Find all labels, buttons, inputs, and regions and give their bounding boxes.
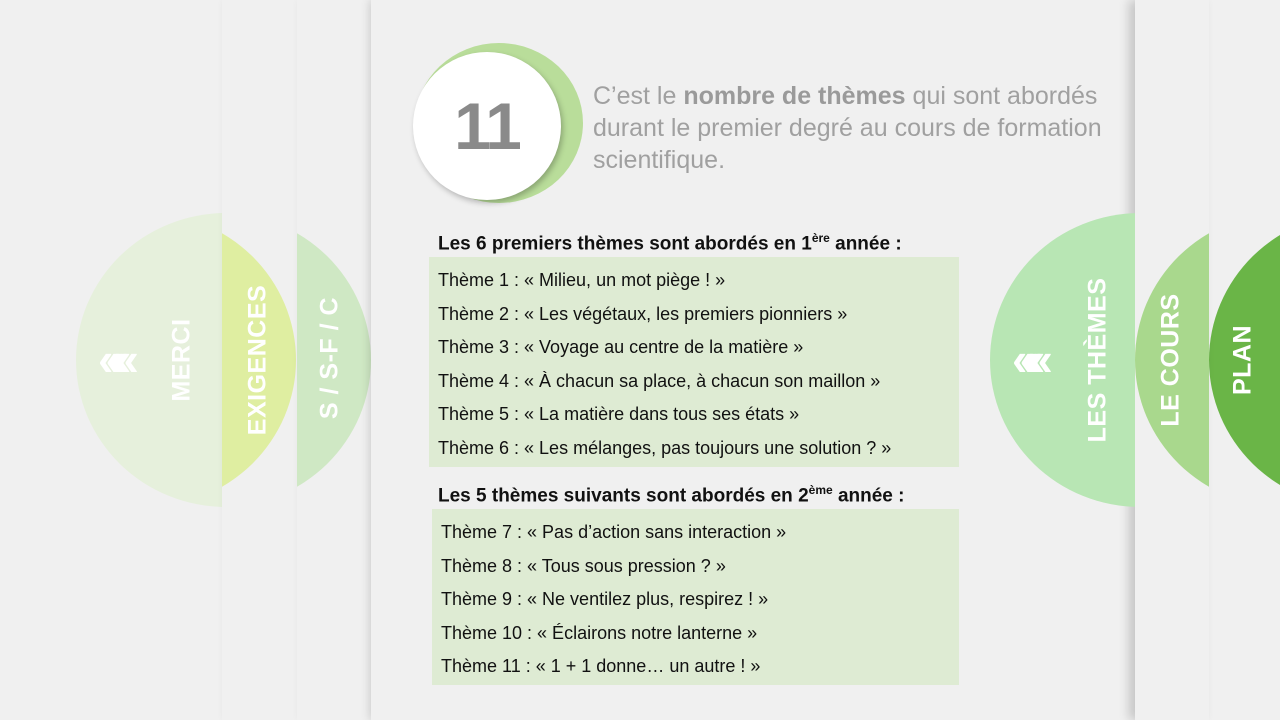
theme-row: Thème 3 : « Voyage au centre de la matière »: [438, 337, 804, 357]
theme-row: Thème 8 : « Tous sous pression ? »: [441, 556, 726, 576]
chevron-left-icon[interactable]: «««: [1012, 333, 1035, 385]
intro-bold: nombre de thèmes: [683, 82, 906, 110]
theme-row: Thème 5 : « La matière dans tous ses états »: [438, 404, 800, 424]
tab-exigences[interactable]: EXIGENCES: [243, 284, 272, 436]
right-panel-themes: [990, 0, 1135, 720]
tab-cours[interactable]: LE COURS: [1156, 293, 1185, 427]
theme-count: 11: [454, 89, 520, 163]
left-panel-merci: [0, 0, 222, 720]
theme-row: Thème 7 : « Pas d’action sans interaction »: [441, 522, 787, 542]
theme-row: Thème 2 : « Les végétaux, les premiers pionniers »: [438, 304, 848, 324]
theme-row: Thème 11 : « 1 + 1 donne… un autre ! »: [441, 656, 761, 676]
tab-les-themes[interactable]: LES THÈMES: [1083, 277, 1112, 443]
tab-merci[interactable]: MERCI: [167, 318, 196, 402]
theme-row: Thème 1 : « Milieu, un mot piège ! »: [438, 270, 726, 290]
tab-ssfc[interactable]: S / S-F / C: [315, 296, 344, 420]
theme-row: Thème 9 : « Ne ventilez plus, respirez ! »: [441, 589, 769, 609]
right-panel-cours: [1135, 0, 1209, 720]
theme-row: Thème 4 : « À chacun sa place, à chacun son maillon »: [438, 371, 881, 391]
year2-heading: Les 5 thèmes suivants sont abordés en 2ème année :: [438, 483, 905, 507]
tab-plan[interactable]: PLAN: [1228, 324, 1257, 396]
left-panel-ssfc: [297, 0, 371, 720]
left-panel-exigences: [222, 0, 297, 720]
chevron-left-icon[interactable]: «««: [98, 333, 121, 385]
theme-row: Thème 10 : « Éclairons notre lanterne »: [441, 623, 758, 643]
intro-text: C’est le nombre de thèmes qui sont abordés durant le premier degré au cours de formation scientifique.: [593, 82, 1102, 174]
year1-heading: Les 6 premiers thèmes sont abordés en 1ère année :: [438, 231, 902, 255]
theme-count-badge: [413, 52, 561, 200]
theme-row: Thème 6 : « Les mélanges, pas toujours une solution ? »: [438, 438, 892, 458]
right-panel-plan: [1209, 0, 1280, 720]
